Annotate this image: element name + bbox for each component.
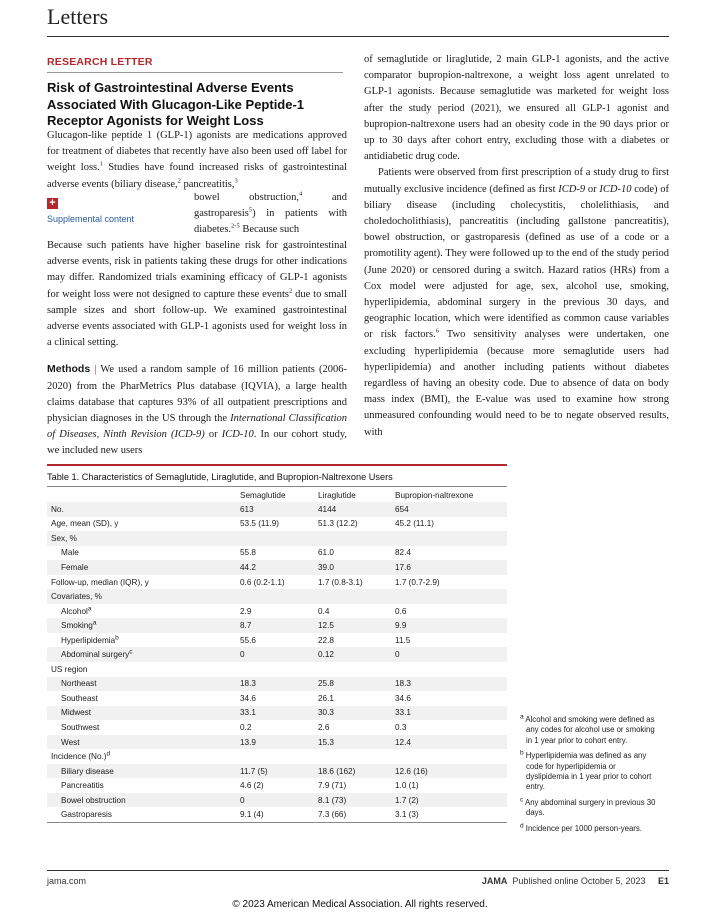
footnote-text: Hyperlipidemia was defined as any code for hyperlipidemia or dyslipidemia in 1 year prior to cohort entry.: [525, 751, 652, 792]
row-label-text: Pancreatitis: [61, 781, 104, 791]
methods-text-2: or: [204, 429, 222, 441]
row-label-text: Incidence (No.): [51, 752, 107, 762]
table-row-label: [47, 604, 236, 619]
table-cell: 0.4: [318, 606, 330, 616]
footnote-mark: d: [520, 822, 524, 830]
methods-paragraph: [47, 361, 347, 459]
table-row: [47, 618, 507, 633]
table-row: [47, 662, 507, 677]
table-row-label: [47, 618, 236, 633]
row-label-text: Hyperlipidemia: [61, 635, 116, 645]
table-cell: 17.6: [391, 560, 507, 575]
ref-sup: 2: [288, 287, 293, 295]
table-row-label: [47, 691, 236, 706]
table-cell: 654: [391, 502, 507, 517]
table-cell: 34.6: [240, 693, 256, 703]
row-label-text: Smoking: [61, 621, 93, 631]
table-cell: 4144: [314, 502, 391, 517]
table-row: [47, 546, 507, 561]
intro-text-6: ) in patients with diabetes.: [194, 208, 347, 236]
ref-sup: 5: [248, 206, 253, 214]
table-cell: 1.0 (1): [395, 781, 419, 791]
table-row-label: [47, 531, 236, 546]
table-row-label: [47, 546, 236, 561]
table-cell: 53.5 (11.9): [240, 519, 279, 529]
section-title: Letters: [47, 4, 109, 29]
intro-text-5: and gastroparesis: [194, 192, 347, 220]
table-cell: 12.4: [391, 735, 507, 750]
table-cell: 33.1: [391, 706, 507, 721]
ref-sup: 1: [99, 160, 103, 168]
footnote-text: Incidence per 1000 person-years.: [525, 823, 642, 833]
table-cell: 11.7 (5): [236, 764, 314, 779]
right-column-body: [364, 52, 669, 441]
table-row: [47, 502, 507, 517]
table-row-label: [47, 706, 236, 721]
footnote-text: Any abdominal surgery in previous 30 days.: [525, 797, 656, 818]
table-row: [47, 720, 507, 735]
methods-italic-2: ICD-10: [221, 429, 254, 441]
table-cell: 18.3: [391, 677, 507, 692]
table-cell: 22.8: [318, 635, 334, 645]
table-cell: 1.7 (0.7-2.9): [395, 577, 440, 587]
row-label-text: Southwest: [61, 722, 100, 732]
table-cell: 55.8: [240, 548, 256, 558]
footnote-mark: c: [520, 796, 524, 804]
right-italic-2: ICD-10: [599, 183, 632, 195]
footer-site-link[interactable]: jama.com: [47, 876, 87, 886]
footnote-marker: d: [106, 750, 111, 758]
ref-sup: 3: [234, 177, 238, 185]
table-row: [47, 778, 507, 793]
intro-text-3: pancreatitis,: [180, 178, 235, 190]
table-row-label: [47, 778, 236, 793]
table-cell: [391, 662, 507, 677]
methods-separator: |: [90, 364, 101, 376]
table-row-label: [47, 793, 236, 808]
table-cell: 18.6 (162): [314, 764, 391, 779]
table-row-label: [47, 647, 236, 662]
table-header-cell: Liraglutide: [318, 490, 356, 500]
plus-icon[interactable]: +: [47, 198, 58, 209]
table-row: [47, 647, 507, 662]
table-header-row: [47, 488, 507, 502]
left-column-body: [47, 238, 347, 460]
row-label-text: US region: [51, 664, 88, 674]
supplemental-content[interactable]: [47, 198, 197, 224]
table-row-label: [47, 589, 236, 604]
table-cell: 26.1: [318, 693, 334, 703]
table-cell: 61.0: [318, 548, 334, 558]
table-cell: 2.6: [318, 722, 330, 732]
table-cell: 55.6: [240, 635, 256, 645]
methods-italic-1: International Classification of Diseases, Ninth Revision (ICD-9): [47, 413, 347, 441]
copyright-notice: © 2023 American Medical Association. All rights reserved.: [232, 899, 488, 910]
table-cell: 0.6: [395, 606, 407, 616]
intro-text-7a: Because such: [239, 224, 300, 236]
intro-text-2: Studies have found increased risks of gastrointestinal adverse events (biliary disease,: [47, 162, 347, 190]
intro-text-4: bowel obstruction,: [194, 192, 300, 203]
table-row-label: [47, 677, 236, 692]
table-header-cell: Semaglutide: [240, 490, 286, 500]
header-divider: [47, 36, 669, 37]
table-cell: 25.8: [314, 677, 391, 692]
footnote-marker: c: [129, 648, 133, 656]
table-row-label: [47, 502, 236, 517]
table-row-label: [47, 764, 236, 779]
table-cell: 9.1 (4): [236, 807, 314, 822]
table-row-label: [47, 807, 236, 822]
table-cell: [314, 589, 391, 604]
right-paragraph-2: [364, 165, 669, 440]
table-row: [47, 749, 507, 764]
right-paragraph-1: of semaglutide or liraglutide, 2 main GLP-1 agonists, and the active comparator bupropion-naltrexone, a weight loss agent unrelated to GLP-1 agonists. Because semaglutide was marketed for weight loss after the study period (2021), we ensured all GLP-1 agonist and bupropion-naltrexone users had an obesity code in the 90 days prior or up to 30 days after cohort entry, excluding those with a diabetes or antidiabetic drug code.: [364, 54, 669, 163]
table-cell: 82.4: [395, 548, 411, 558]
table-row: [47, 691, 507, 706]
footnote-mark: a: [520, 713, 524, 721]
table-cell: [314, 662, 391, 677]
table-cell: 7.9 (71): [318, 781, 347, 791]
table-cell: [236, 662, 314, 677]
table-cell: 9.9: [391, 618, 507, 633]
right-text-1: Patients were observed from first prescription of a study drug to first mutually exclusive incidence (defined as first: [364, 167, 669, 195]
footnote-marker: a: [87, 604, 92, 612]
footer-info: [447, 876, 669, 886]
table-cell: 0.2: [240, 722, 252, 732]
table-row: [47, 517, 507, 532]
table-cell: 15.3: [314, 735, 391, 750]
table-cell: 4.6 (2): [240, 781, 264, 791]
row-label-text: Alcohol: [61, 606, 88, 616]
intro-text-7: Because such patients have higher baseline risk for gastrointestinal adverse events, risk in patients taking these drugs for other indications may differ. Randomized trials examining efficacy of GLP-1 agonists for weight loss were not designed to capture these events: [47, 240, 347, 300]
footnote: [520, 751, 660, 793]
table-cell: [391, 589, 507, 604]
table-cell: [391, 531, 507, 546]
characteristics-table: [47, 488, 507, 823]
intro-text-8: due to small sample sizes and short follow-up. We examined gastrointestinal adverse events associated with GLP-1 agonists used for weight loss in a clinical setting.: [47, 288, 348, 349]
table-cell: 0: [236, 647, 314, 662]
row-label-text: Bowel obstruction: [61, 795, 126, 805]
article-title: Risk of Gastrointestinal Adverse Events Associated With Glucagon-Like Peptide-1 Receptor Agonists for Weight Loss: [47, 80, 305, 128]
table-cell: 45.2 (11.1): [395, 519, 434, 529]
intro-paragraph-wrap: [194, 190, 347, 239]
row-label-text: Age, mean (SD), y: [51, 519, 119, 529]
table-cell: 12.5: [314, 618, 391, 633]
table-top-rule: [47, 464, 507, 466]
row-label-text: Northeast: [61, 679, 97, 689]
methods-text-1: We used a random sample of 16 million patients (2006-2020) from the PharMetrics Plus database (IQVIA), a large health claims database that captures 93% of all outpatient prescriptions and physician diagnoses in the US through the: [47, 364, 347, 425]
table-row: [47, 807, 507, 822]
table-row: [47, 764, 507, 779]
ref-sup: 4: [299, 190, 303, 198]
footnote: [520, 824, 660, 834]
table-cell: 0.12: [314, 647, 391, 662]
row-label-text: Gastroparesis: [61, 810, 112, 820]
right-text-4: Two sensitivity analyses were undertaken, one excluding hyperlipidemia (because more semaglutide users had hyperlipidemia) and another including patients without diabetes regardless of having an obesity code. Due to absence of data on body mass index (BMI), the E-value was used to examine how strong unmeasured confounding would need to be to negate observed results, with: [364, 329, 669, 438]
ref-sup: 2: [177, 177, 181, 185]
footer-divider: [47, 870, 669, 871]
table-footnotes: [520, 715, 660, 839]
table-row: [47, 604, 507, 619]
table-row-label: [47, 633, 236, 648]
table-cell: 51.3 (12.2): [318, 519, 358, 529]
row-label-text: Male: [61, 548, 79, 558]
row-label-text: No.: [51, 504, 64, 514]
right-text-2: or: [585, 183, 600, 195]
table-row-label: [47, 720, 236, 735]
methods-label: Methods: [47, 363, 91, 376]
table-row: [47, 589, 507, 604]
footer-journal: JAMA: [481, 876, 508, 886]
table-row-label: [47, 662, 236, 677]
table-row: [47, 706, 507, 721]
table-cell: 1.7 (0.8-3.1): [318, 577, 363, 587]
table-cell: 0.3: [395, 722, 407, 732]
right-italic-1: ICD-9: [558, 183, 586, 195]
table-cell: [391, 749, 507, 764]
article-kicker: RESEARCH LETTER: [47, 56, 153, 68]
ref-sup: 2-5: [231, 222, 240, 230]
table-row-label: [47, 735, 236, 750]
row-label-text: Covariates, %: [51, 592, 102, 602]
table-caption: Table 1. Characteristics of Semaglutide, Liraglutide, and Bupropion-Naltrexone Users: [47, 472, 393, 482]
table-row: [47, 560, 507, 575]
table-row: [47, 633, 507, 648]
table-row: [47, 735, 507, 750]
table-cell: 0: [391, 647, 507, 662]
intro-paragraph-top: [47, 128, 347, 193]
supplemental-link[interactable]: Supplemental content: [47, 214, 135, 224]
table-row: [47, 677, 507, 692]
table-cell: 39.0: [314, 560, 391, 575]
table-cell: 1.7 (2): [391, 793, 507, 808]
table-cell: [314, 749, 391, 764]
table-row-label: [47, 749, 236, 764]
row-label-text: Sex, %: [51, 533, 77, 543]
table-row-label: [47, 575, 236, 590]
intro-paragraph-rest: [47, 238, 347, 351]
footnote-marker: b: [115, 633, 119, 641]
table-cell: 7.3 (66): [314, 807, 391, 822]
table-row: [47, 793, 507, 808]
footnote-text: Alcohol and smoking were defined as any codes for alcohol use or smoking in 1 year prior to cohort entry.: [525, 715, 655, 745]
row-label-text: West: [61, 737, 80, 747]
table-cell: 613: [236, 502, 314, 517]
row-label-text: Abdominal surgery: [61, 650, 130, 660]
table-cell: 0.6 (0.2-1.1): [240, 577, 285, 587]
table-caption-rule: [47, 486, 507, 487]
row-label-text: Female: [61, 562, 89, 572]
table-header-cell: [47, 488, 236, 502]
footnote-mark: b: [520, 749, 524, 757]
table-cell: 8.7: [236, 618, 314, 633]
footer-page: E1: [657, 876, 669, 886]
right-text-3: code) of biliary disease (including cholecystitis, cholelithiasis, and choledocholithiasis), pancreatitis (including gallstone pancreatitis), bowel obstruction, or gastroparesis (defined as use of a code or a promotility agent). They were followed up to the end of the study period (June 2020) or censored during a switch. Hazard ratios (HRs) from a Cox model were adjusted for age, sex, alcohol use, smoking, hyperlipidemia, abdominal surgery in the previous 30 days, and geographic location, which were identified as common cause variables or risk factors.: [364, 183, 669, 341]
table-cell: 33.1: [236, 706, 314, 721]
table-cell: [236, 589, 314, 604]
table-row-label: [47, 517, 236, 532]
table-cell: [314, 531, 391, 546]
table-cell: [236, 531, 314, 546]
table-cell: 2.9: [240, 606, 252, 616]
row-label-text: Southeast: [61, 693, 98, 703]
table-cell: 18.3: [236, 677, 314, 692]
row-label-text: Biliary disease: [61, 766, 114, 776]
table-cell: [236, 749, 314, 764]
table-cell: 11.5: [395, 635, 411, 645]
kicker-divider: [47, 72, 343, 73]
table-cell: 30.3: [314, 706, 391, 721]
table-cell: 44.2: [236, 560, 314, 575]
table-cell: 8.1 (73): [314, 793, 391, 808]
footer-published: Published online October 5, 2023: [512, 876, 646, 886]
table-row: [47, 531, 507, 546]
table-cell: 3.1 (3): [391, 807, 507, 822]
ref-sup: 6: [435, 327, 439, 335]
table-cell: 12.6 (16): [391, 764, 507, 779]
footnote-marker: a: [92, 619, 97, 627]
row-label-text: Midwest: [61, 708, 92, 718]
footnote: [520, 798, 660, 819]
intro-text-1: Glucagon-like peptide 1 (GLP-1) agonists are medications approved for treatment of diabetes that recently have also been used off label for weight loss.: [47, 130, 347, 174]
footnote: [520, 715, 660, 746]
methods-text-3: . In our cohort study, we included new users: [47, 429, 348, 457]
table-row-label: [47, 560, 236, 575]
table-cell: 0: [236, 793, 314, 808]
row-label-text: Follow-up, median (IQR), y: [51, 577, 149, 587]
table-header-cell: Bupropion-naltrexone: [395, 490, 474, 500]
table-cell: 13.9: [236, 735, 314, 750]
table-cell: 34.6: [395, 693, 411, 703]
table-row: [47, 575, 507, 590]
